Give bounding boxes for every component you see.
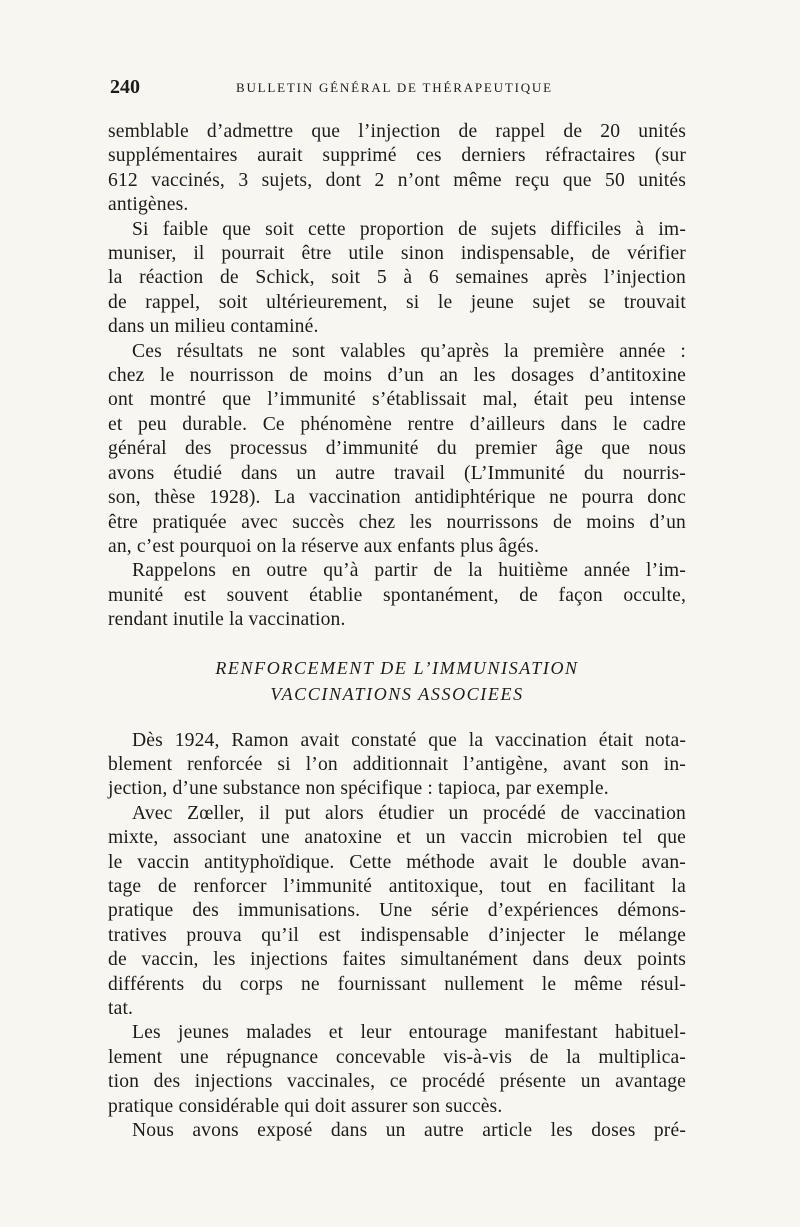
text-block-top — [108, 120, 686, 633]
text-line: an, c’est pourquoi on la réserve aux enfants plus âgés. — [108, 535, 540, 557]
text-line: munité est souvent établie spontanément, de façon occulte, — [108, 584, 686, 606]
text-line: chez le nourrisson de moins d’un an les dosages d’antitoxine — [108, 365, 686, 387]
text-line: tratives prouva qu’il est indispensable d’injecter le mélange — [108, 924, 686, 946]
text-line: général des processus d’immunité du premier âge que nous — [108, 438, 686, 460]
document-page — [108, 70, 686, 1143]
text-line: Les jeunes malades et leur entourage manifestant habituel- — [132, 1022, 686, 1044]
text-line: différents du corps ne fournissant nullement le même résul- — [108, 973, 686, 995]
text-line: dans un milieu contaminé. — [108, 316, 319, 338]
text-line: muniser, il pourrait être utile sinon indispensable, de vérifier — [108, 243, 686, 265]
text-line: Dès 1924, Ramon avait constaté que la vaccination était nota- — [132, 729, 686, 751]
section-heading-line: VACCINATIONS ASSOCIEES — [270, 683, 524, 704]
text-line: Si faible que soit cette proportion de sujets difficiles à im- — [132, 218, 686, 240]
text-line: rendant inutile la vaccination. — [108, 609, 346, 631]
text-line: avons étudié dans un autre travail (L’Immunité du nourris- — [108, 462, 686, 484]
text-line: 612 vaccinés, 3 sujets, dont 2 n’ont même reçu que 50 unités — [108, 169, 686, 191]
text-line: semblable d’admettre que l’injection de rappel de 20 unités — [108, 121, 686, 142]
text-line: Nous avons exposé dans un autre article les doses pré- — [132, 1120, 686, 1142]
text-line: tat. — [108, 998, 134, 1019]
text-line: mixte, associant une anatoxine et un vaccin microbien tel que — [108, 827, 686, 849]
page-number: 240 — [110, 76, 140, 98]
text-line: pratique considérable qui doit assurer son succès. — [108, 1095, 503, 1117]
text-block-section — [108, 729, 686, 1144]
text-line: blement renforcée si l’on additionnait l’antigène, avant son in- — [108, 753, 686, 775]
text-line: tion des injections vaccinales, ce procédé présente un avantage — [108, 1071, 686, 1093]
journal-title: BULLETIN GÉNÉRAL DE THÉRAPEUTIQUE — [236, 80, 553, 95]
text-line: lement une répugnance concevable vis-à-vis de la multiplica- — [108, 1046, 686, 1068]
text-line: jection, d’une substance non spécifique : tapioca, par exemple. — [108, 778, 609, 800]
text-line: de rappel, soit ultérieurement, si le jeune sujet se trouvait — [108, 291, 686, 313]
text-line: Rappelons en outre qu’à partir de la huitième année l’im- — [132, 560, 686, 582]
text-line: pratique des immunisations. Une série d’expériences démons- — [108, 900, 686, 922]
text-line: de vaccin, les injections faites simultanément dans deux points — [108, 949, 686, 971]
text-line: Avec Zœller, il put alors étudier un procédé de vaccination — [132, 802, 686, 824]
running-head — [108, 70, 686, 104]
text-line: supplémentaires aurait supprimé ces derniers réfractaires (sur — [108, 145, 686, 167]
section-heading-line: RENFORCEMENT DE L’IMMUNISATION — [215, 657, 579, 678]
text-line: antigènes. — [108, 194, 189, 216]
text-line: ont montré que l’immunité s’établissait mal, était peu intense — [108, 389, 686, 411]
text-line: le vaccin antityphoïdique. Cette méthode avait le double avan- — [108, 851, 686, 873]
text-line: être pratiquée avec succès chez les nourrissons de moins d’un — [108, 511, 686, 533]
section-heading — [108, 655, 686, 707]
text-line: Ces résultats ne sont valables qu’après la première année : — [132, 340, 686, 362]
text-line: la réaction de Schick, soit 5 à 6 semaines après l’injection — [108, 267, 686, 289]
text-line: et peu durable. Ce phénomène rentre d’ailleurs dans le cadre — [108, 413, 686, 435]
text-line: tage de renforcer l’immunité antitoxique, tout en facilitant la — [108, 875, 686, 897]
text-line: son, thèse 1928). La vaccination antidiphtérique ne pourra donc — [108, 487, 686, 509]
